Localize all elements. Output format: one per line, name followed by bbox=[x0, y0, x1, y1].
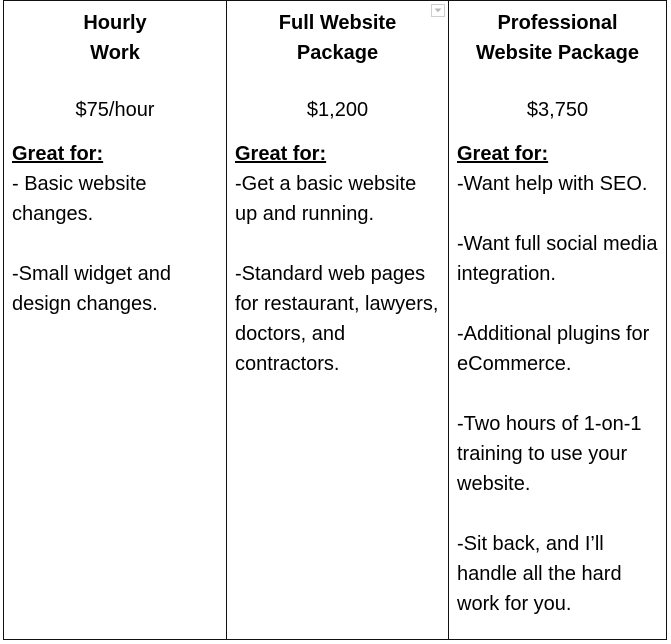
column-title-line-1: Hourly bbox=[83, 12, 147, 34]
feature-item: -Small widget and design changes. bbox=[12, 263, 171, 315]
column-title bbox=[457, 8, 658, 68]
pricing-table bbox=[3, 0, 667, 640]
column-full-website-package bbox=[226, 1, 448, 639]
column-title bbox=[235, 8, 440, 68]
column-title-line-2: Package bbox=[296, 42, 379, 64]
feature-item: -Want full social media integration. bbox=[457, 233, 658, 285]
feature-item: -Get a basic website up and running. bbox=[235, 173, 417, 225]
column-professional-website-package bbox=[448, 1, 666, 639]
great-for-heading: Great for: bbox=[12, 143, 104, 165]
feature-item: - Basic website changes. bbox=[12, 173, 147, 225]
great-for-heading: Great for: bbox=[457, 143, 549, 165]
column-hourly-work bbox=[4, 1, 226, 639]
feature-item: -Additional plugins for eCommerce. bbox=[457, 323, 650, 375]
column-title-line-2: Website Package bbox=[475, 42, 640, 64]
feature-item: -Want help with SEO. bbox=[457, 173, 648, 195]
feature-item: -Two hours of 1-on-1 training to use your website. bbox=[457, 413, 642, 495]
feature-item: -Sit back, and I’ll handle all the hard work for you. bbox=[457, 533, 622, 615]
price: $1,200 bbox=[306, 99, 369, 121]
column-title-line-1: Professional bbox=[497, 12, 618, 34]
price: $3,750 bbox=[526, 99, 589, 121]
feature-item: -Standard web pages for restaurant, lawyers, doctors, and contractors. bbox=[235, 263, 439, 375]
column-title bbox=[12, 8, 218, 68]
chevron-down-icon[interactable] bbox=[431, 4, 445, 17]
column-title-line-2: Work bbox=[90, 42, 140, 64]
great-for-heading: Great for: bbox=[235, 143, 327, 165]
column-title-line-1: Full Website bbox=[278, 12, 397, 34]
price: $75/hour bbox=[75, 99, 155, 121]
